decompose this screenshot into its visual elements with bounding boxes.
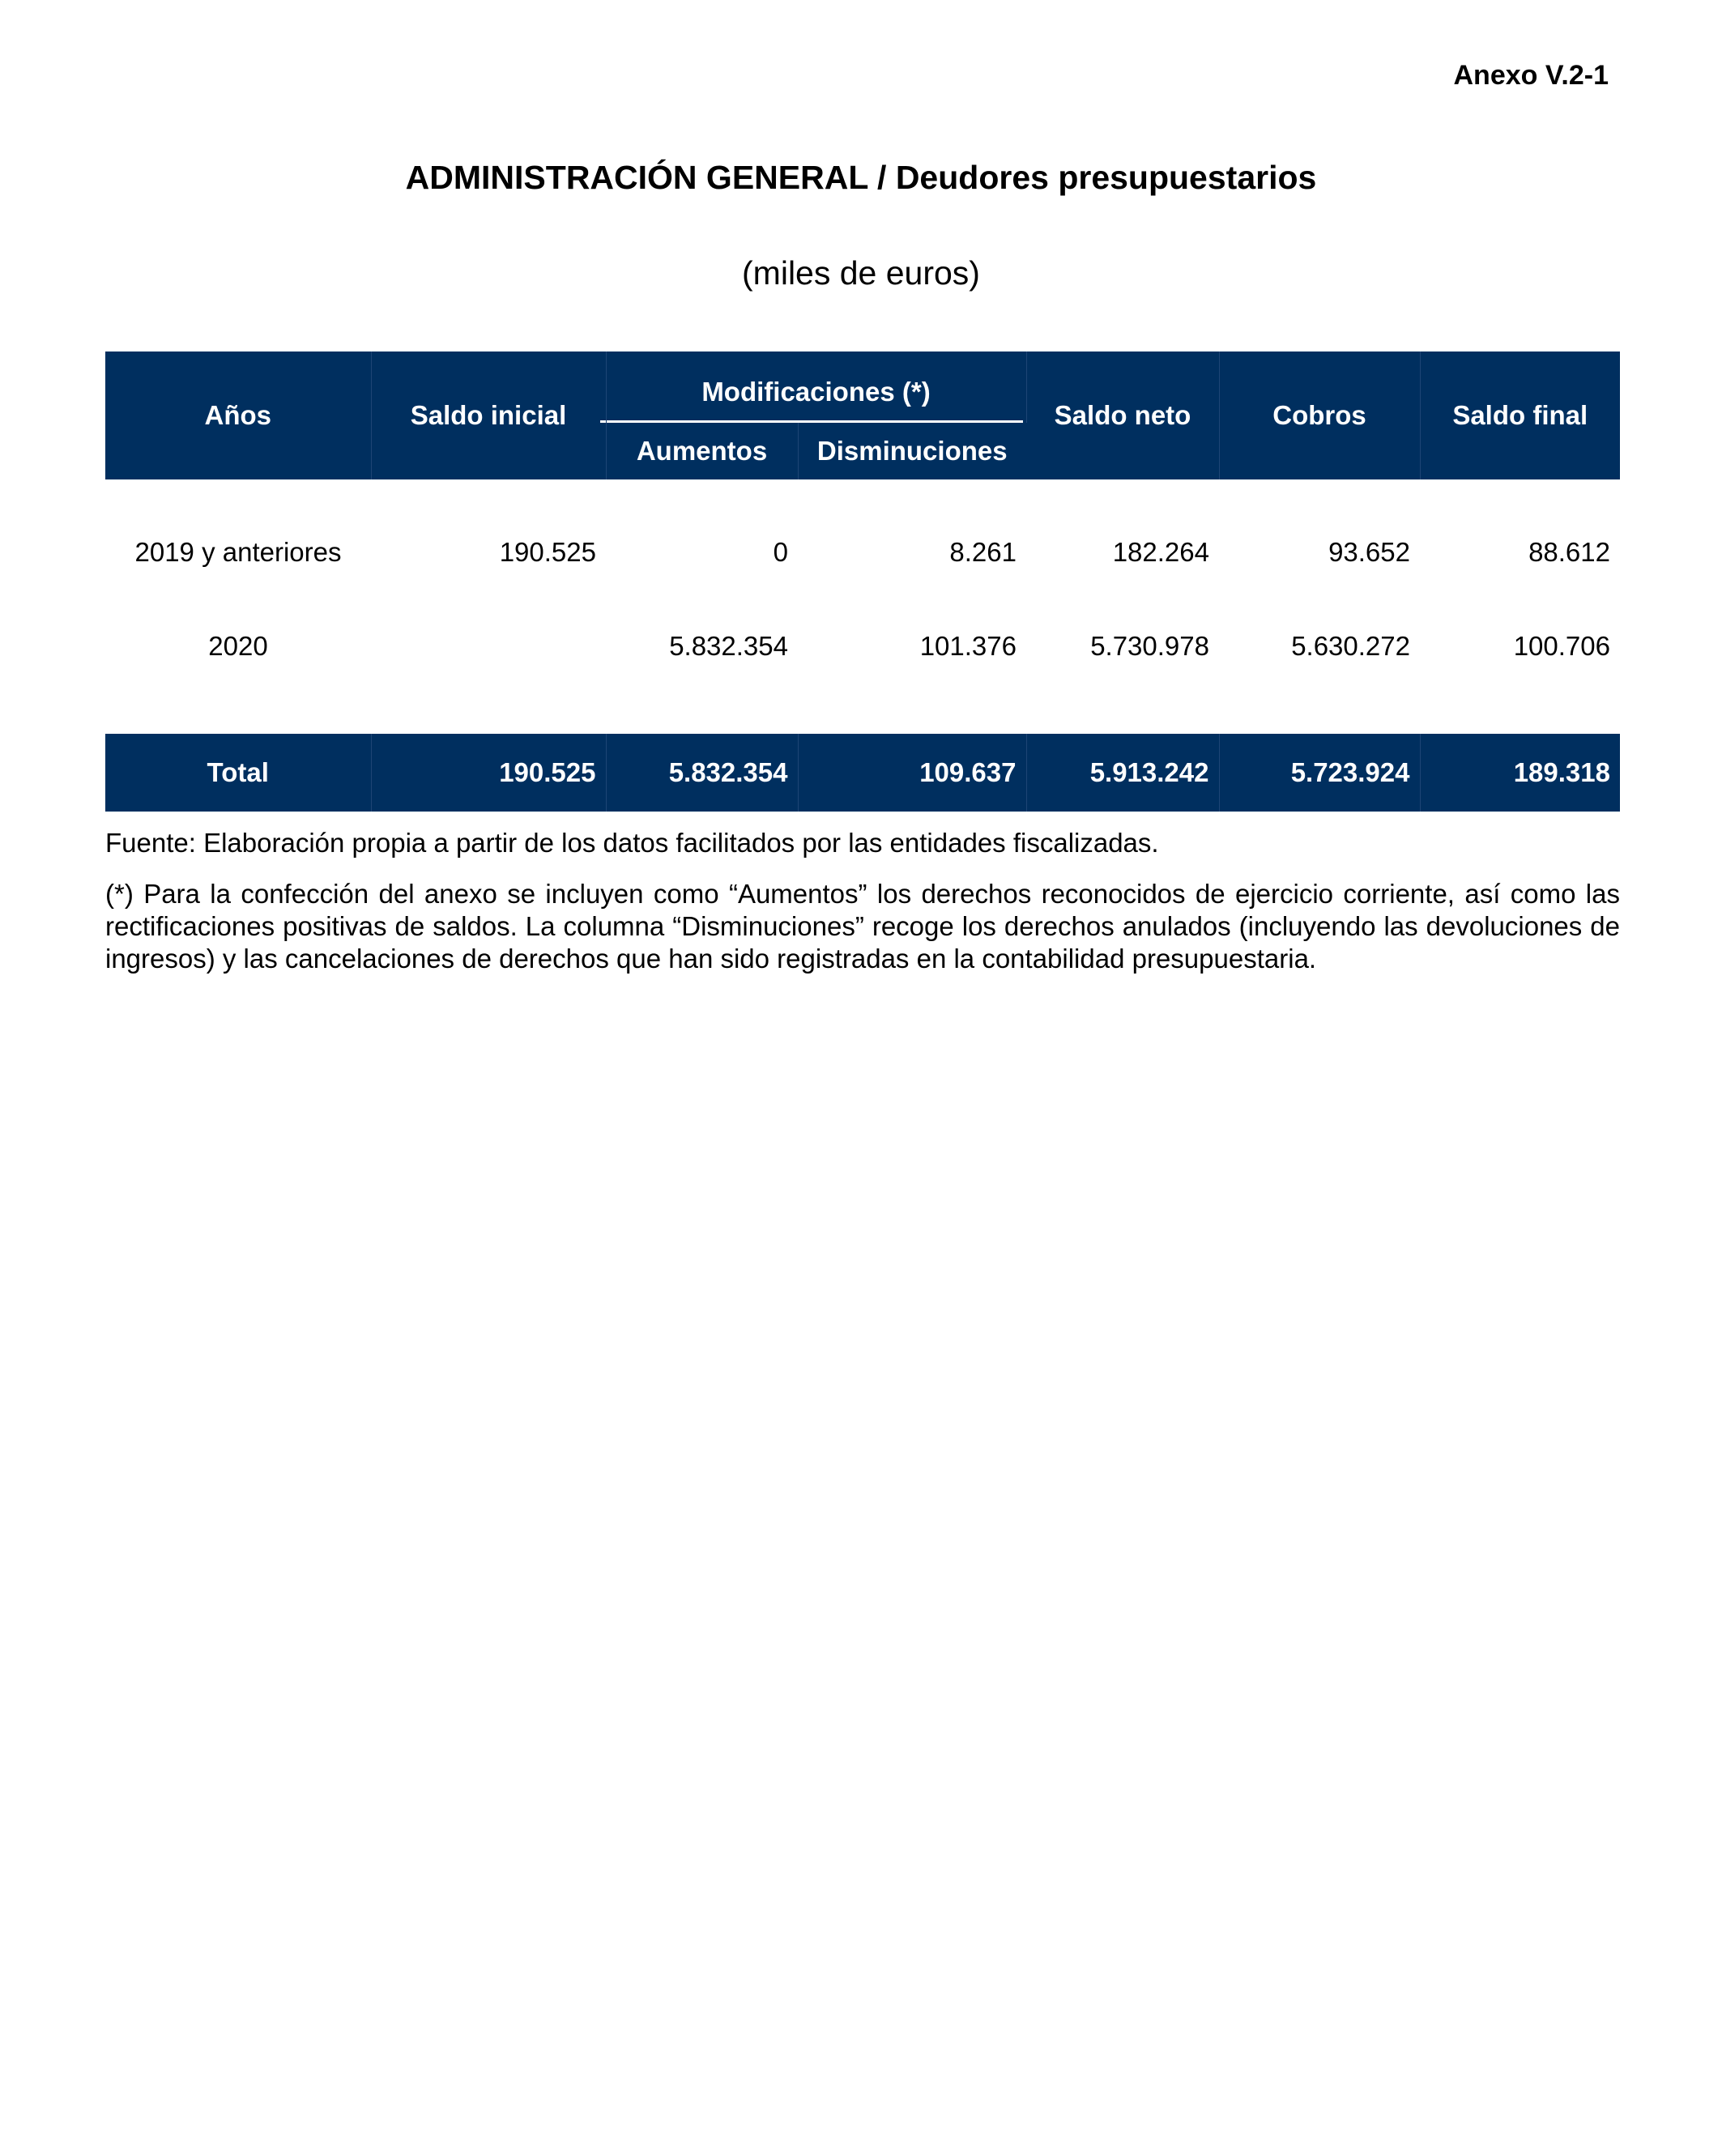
header-initial-balance: Saldo inicial <box>371 352 606 479</box>
cell-collections: 93.652 <box>1328 537 1410 567</box>
total-net: 5.913.242 <box>1026 734 1219 812</box>
total-label: Total <box>105 734 371 812</box>
header-modifications: Modificaciones (*) <box>701 377 931 407</box>
page-title: ADMINISTRACIÓN GENERAL / Deudores presupuestarios <box>405 159 1317 196</box>
header-years: Años <box>105 352 371 479</box>
cell-final: 88.612 <box>1528 537 1610 567</box>
units-subtitle: (miles de euros) <box>742 254 980 292</box>
header-final-balance: Saldo final <box>1420 352 1620 479</box>
cell-year: 2020 <box>208 631 268 661</box>
header-net-balance: Saldo neto <box>1026 352 1219 479</box>
total-collections: 5.723.924 <box>1219 734 1420 812</box>
footnote: (*) Para la confección del anexo se incluyen como “Aumentos” los derechos reconocidos de ejercicio corriente, así como las rectificaciones positivas de saldos. La columna “Disminuciones” recoge los derechos anulados (incluyendo las devoluciones de ingresos) y las cancelaciones de derechos que han sido registradas en la contabilidad presupuestaria. <box>105 879 1620 974</box>
header-collections: Cobros <box>1219 352 1420 479</box>
total-final: 189.318 <box>1420 734 1620 812</box>
cell-net: 182.264 <box>1112 537 1209 567</box>
source-note: Fuente: Elaboración propia a partir de los datos facilitados por las entidades fiscalizadas. <box>105 828 1159 858</box>
cell-collections: 5.630.272 <box>1291 631 1410 661</box>
cell-increases: 0 <box>773 537 788 567</box>
cell-net: 5.730.978 <box>1090 631 1209 661</box>
table-header <box>105 352 1620 479</box>
total-increases: 5.832.354 <box>606 734 798 812</box>
table-row <box>105 591 1620 701</box>
header-modifications-group <box>606 352 1026 423</box>
total-initial: 190.525 <box>371 734 606 812</box>
spacer-row <box>105 701 1620 734</box>
cell-increases: 5.832.354 <box>669 631 788 661</box>
table-row <box>105 479 1620 591</box>
cell-decreases: 101.376 <box>919 631 1017 661</box>
annex-label: Anexo V.2-1 <box>1453 60 1609 91</box>
total-decreases: 109.637 <box>798 734 1026 812</box>
cell-initial <box>371 591 606 701</box>
cell-year: 2019 y anteriores <box>134 537 342 567</box>
header-decreases: Disminuciones <box>798 423 1026 479</box>
total-row <box>105 734 1620 812</box>
cell-decreases: 8.261 <box>949 537 1017 567</box>
header-increases: Aumentos <box>606 423 798 479</box>
debtors-table <box>105 352 1620 812</box>
cell-initial: 190.525 <box>499 537 596 567</box>
cell-final: 100.706 <box>1513 631 1610 661</box>
